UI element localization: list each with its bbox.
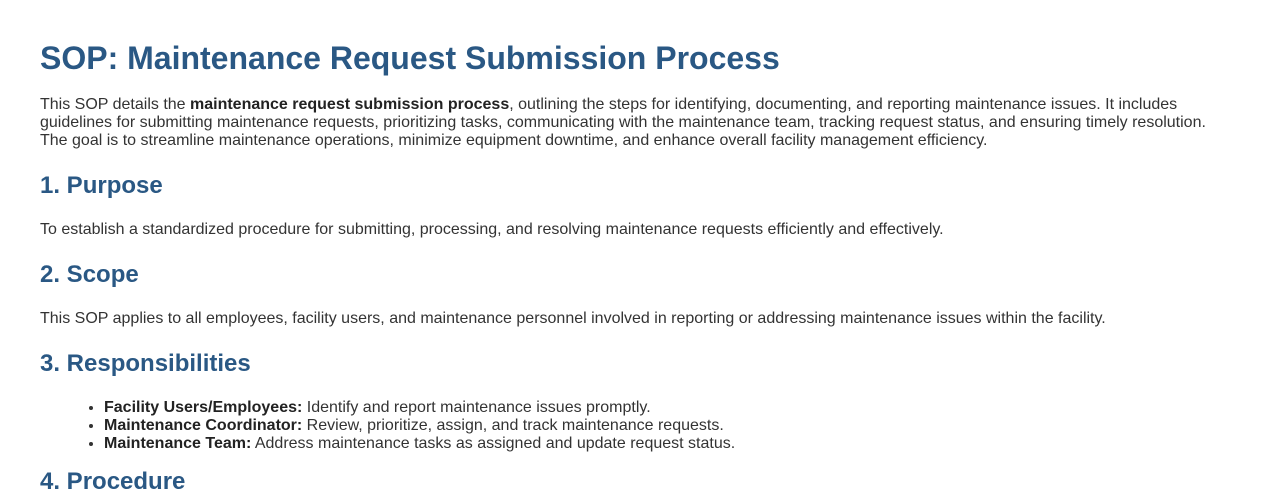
- role-description: Review, prioritize, assign, and track maintenance requests.: [302, 417, 724, 434]
- responsibilities-heading: 3. Responsibilities: [40, 350, 251, 377]
- purpose-text: To establish a standardized procedure for submitting, processing, and resolving maintenance requests efficiently and effectively.: [40, 221, 944, 238]
- role-label: Facility Users/Employees:: [104, 399, 303, 416]
- role-description: Address maintenance tasks as assigned and update request status.: [251, 435, 736, 452]
- responsibilities-list: [40, 399, 1223, 453]
- list-item: [104, 399, 1223, 417]
- intro-bold-phrase: maintenance request submission process: [190, 96, 510, 113]
- list-item: [104, 417, 1223, 435]
- role-label: Maintenance Team:: [104, 435, 252, 452]
- purpose-heading: 1. Purpose: [40, 172, 163, 199]
- list-item: [104, 435, 1223, 453]
- role-label: Maintenance Coordinator:: [104, 417, 303, 434]
- procedure-heading: 4. Procedure: [40, 468, 186, 495]
- scope-heading: 2. Scope: [40, 261, 139, 288]
- intro-text-end: , outlining the steps for identifying, documenting, and reporting maintenance issues. It includes guidelines for submitting maintenance requests, prioritizing tasks, communicating with the maintenance team, tracking request status, and ensuring timely resolution. The goal is to streamline maintenance operations, minimize equipment downtime, and enhance overall facility management efficiency.: [40, 96, 1206, 149]
- scope-text: This SOP applies to all employees, facility users, and maintenance personnel involved in reporting or addressing maintenance issues within the facility.: [40, 310, 1106, 327]
- intro-text-start: This SOP details the: [40, 96, 190, 113]
- intro-paragraph: [40, 96, 1223, 150]
- role-description: Identify and report maintenance issues promptly.: [302, 399, 651, 416]
- page-title: SOP: Maintenance Request Submission Process: [40, 40, 780, 76]
